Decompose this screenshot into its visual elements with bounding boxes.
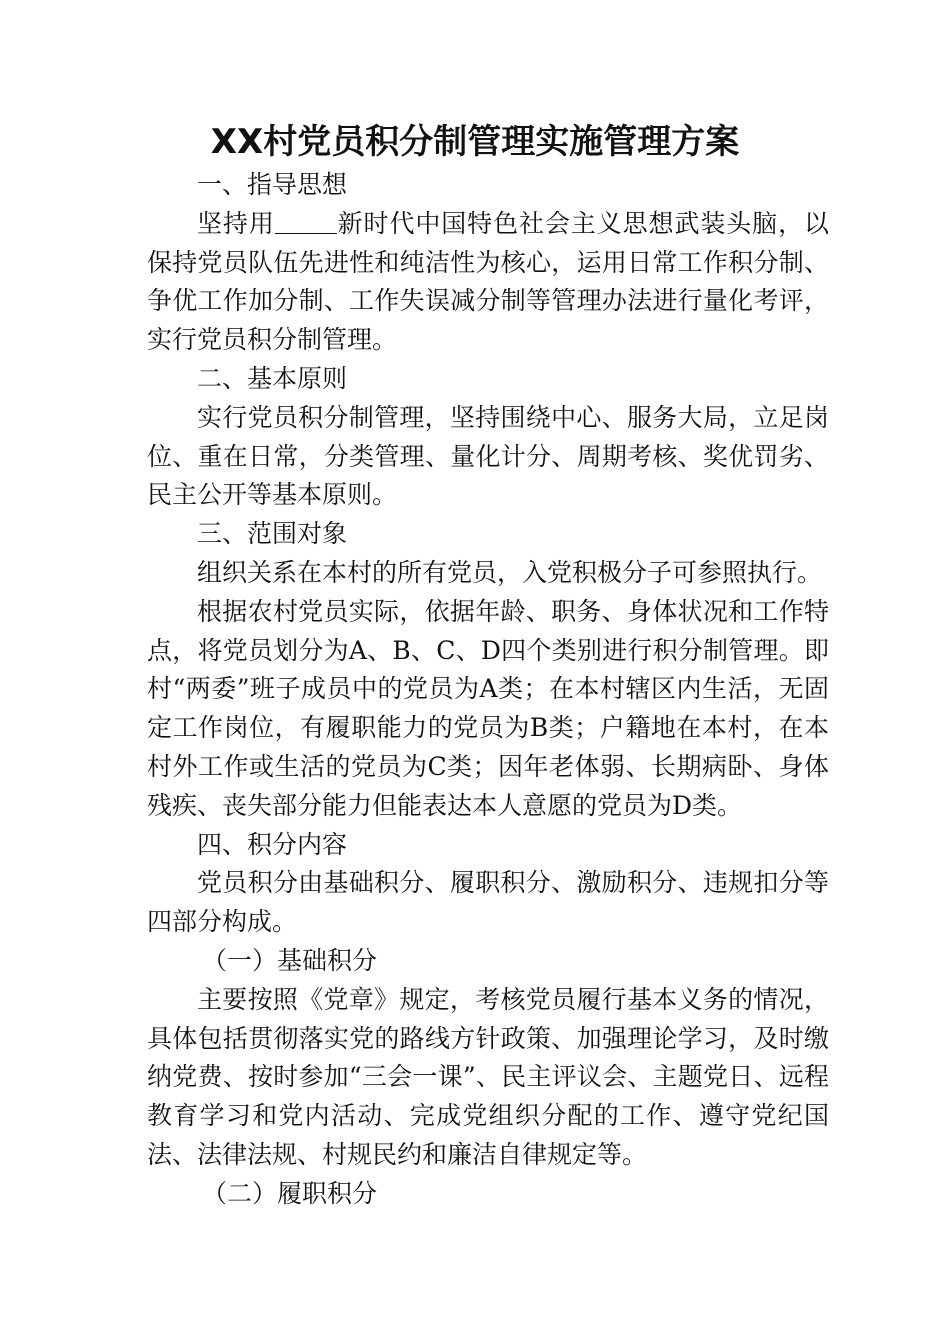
paragraph-scope: 组织关系在本村的所有党员，入党积极分子可参照执行。 xyxy=(197,557,823,587)
section-heading-guiding-thought: 一、指导思想 xyxy=(197,170,348,199)
paragraph-guiding-thought xyxy=(147,205,829,360)
paragraph-guiding-thought-rest: 新时代中国特色社会主义思想武装头脑，以保持党员队伍先进性和纯洁性为核心，运用日常工作积分制、争优工作加分制、工作失误减分制等管理办法进行量化考评，实行党员积分制管理。 xyxy=(147,208,829,355)
document-body xyxy=(147,166,829,1214)
paragraph-categories: 根据农村党员实际，依据年龄、职务、身体状况和工作特点，将党员划分为A、B、C、D四个类别进行积分制管理。即村“两委”班子成员中的党员为A类；在本村辖区内生活，无固定工作岗位，有履职能力的党员为B类；户籍地在本村，在本村外工作或生活的党员为C类；因年老体弱、长期病卧、身体残疾、丧失部分能力但能表达本人意愿的党员为D类。 xyxy=(147,596,829,820)
section-heading-scope: 三、范围对象 xyxy=(197,519,348,549)
paragraph-guiding-thought-lead: 坚持用 xyxy=(197,208,275,238)
paragraph-basic-principles: 实行党员积分制管理，坚持围绕中心、服务大局，立足岗位、重在日常，分类管理、量化计分、周期考核、奖优罚劣、民主公开等基本原则。 xyxy=(147,402,829,510)
section-heading-points-content: 四、积分内容 xyxy=(197,829,348,859)
paragraph-basic-points: 主要按照《党章》规定，考核党员履行基本义务的情况，具体包括贯彻落实党的路线方针政策、加强理论学习，及时缴纳党费、按时参加“三会一课”、民主评议会、主题党日、远程教育学习和党内活动、完成党组织分配的工作、遵守党纪国法、法律法规、村规民约和廉洁自律规定等。 xyxy=(147,984,829,1169)
section-heading-basic-principles: 二、基本原则 xyxy=(197,363,348,393)
subsection-heading-duty-points: （二）履职积分 xyxy=(202,1178,378,1208)
paragraph-points-content: 党员积分由基础积分、履职积分、激励积分、违规扣分等四部分构成。 xyxy=(147,868,829,937)
page-title: XX村党员积分制管理实施管理方案 xyxy=(210,122,740,162)
fill-in-blank-line xyxy=(275,211,337,234)
subsection-heading-basic-points: （一）基础积分 xyxy=(202,945,378,975)
